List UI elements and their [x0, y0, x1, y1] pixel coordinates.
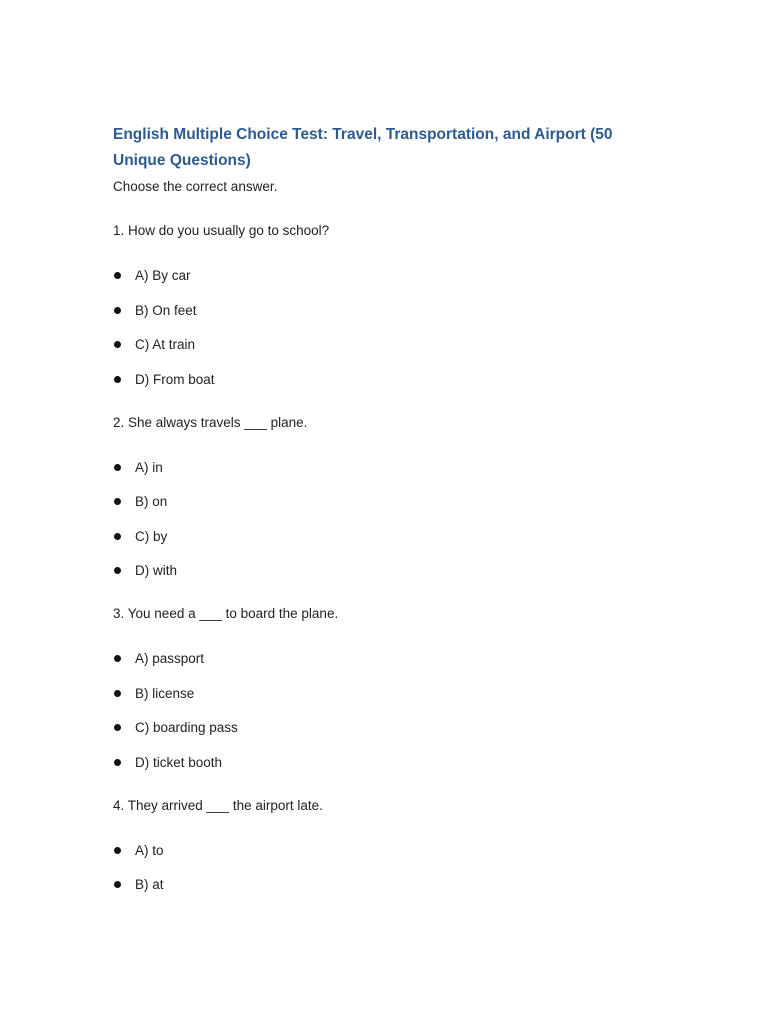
document-title: English Multiple Choice Test: Travel, Transportation, and Airport (50 Unique Questions) [113, 126, 613, 169]
bullet-icon [114, 759, 121, 766]
bullet-icon [114, 724, 121, 731]
bullet-icon [114, 533, 121, 540]
answer-option-label: B) license [135, 685, 195, 701]
answer-option [113, 684, 653, 704]
answer-option [113, 492, 653, 512]
answer-option-label: D) with [135, 563, 178, 578]
answer-option [113, 561, 653, 581]
bullet-icon [114, 272, 121, 279]
answer-options [113, 649, 653, 773]
bullet-icon [114, 341, 121, 348]
answer-option-label: A) By car [135, 268, 191, 283]
answer-options [113, 266, 653, 390]
answer-option [113, 753, 653, 773]
answer-option [113, 527, 653, 547]
document-content [113, 122, 653, 895]
answer-option [113, 649, 653, 669]
answer-option-label: D) From boat [135, 371, 215, 387]
answer-option-label: D) ticket booth [135, 754, 223, 770]
instructions-text: Choose the correct answer. [113, 179, 278, 194]
bullet-icon [114, 655, 121, 662]
answer-option-label: C) by [135, 528, 168, 544]
question-block-2 [113, 412, 653, 582]
answer-option [113, 266, 653, 286]
answer-option [113, 841, 653, 861]
bullet-icon [114, 690, 121, 697]
bullet-icon [114, 567, 121, 574]
bullet-icon [114, 307, 121, 314]
bullet-icon [114, 376, 121, 383]
bullet-icon [114, 847, 121, 854]
answer-option-label: A) passport [135, 651, 205, 666]
answer-option-label: B) at [135, 877, 164, 892]
question-block-4 [113, 795, 653, 896]
answer-option [113, 370, 653, 390]
question-block-1 [113, 220, 653, 390]
answer-options [113, 458, 653, 582]
bullet-icon [114, 881, 121, 888]
answer-option [113, 875, 653, 895]
answer-option-label: A) in [135, 459, 163, 475]
bullet-icon [114, 498, 121, 505]
question-text: 1. How do you usually go to school? [113, 223, 330, 238]
answer-option-label: A) to [135, 842, 164, 858]
question-text: 2. She always travels ___ plane. [113, 414, 308, 430]
answer-options [113, 841, 653, 896]
question-block-3 [113, 603, 653, 773]
answer-option-label: B) On feet [135, 302, 197, 318]
question-text: 3. You need a ___ to board the plane. [113, 606, 339, 621]
bullet-icon [114, 464, 121, 471]
answer-option [113, 718, 653, 738]
question-text: 4. They arrived ___ the airport late. [113, 797, 323, 813]
answer-option-label: C) boarding pass [135, 720, 238, 735]
answer-option [113, 458, 653, 478]
answer-option [113, 335, 653, 355]
answer-option [113, 301, 653, 321]
answer-option-label: C) At train [135, 337, 196, 352]
answer-option-label: B) on [135, 494, 168, 509]
